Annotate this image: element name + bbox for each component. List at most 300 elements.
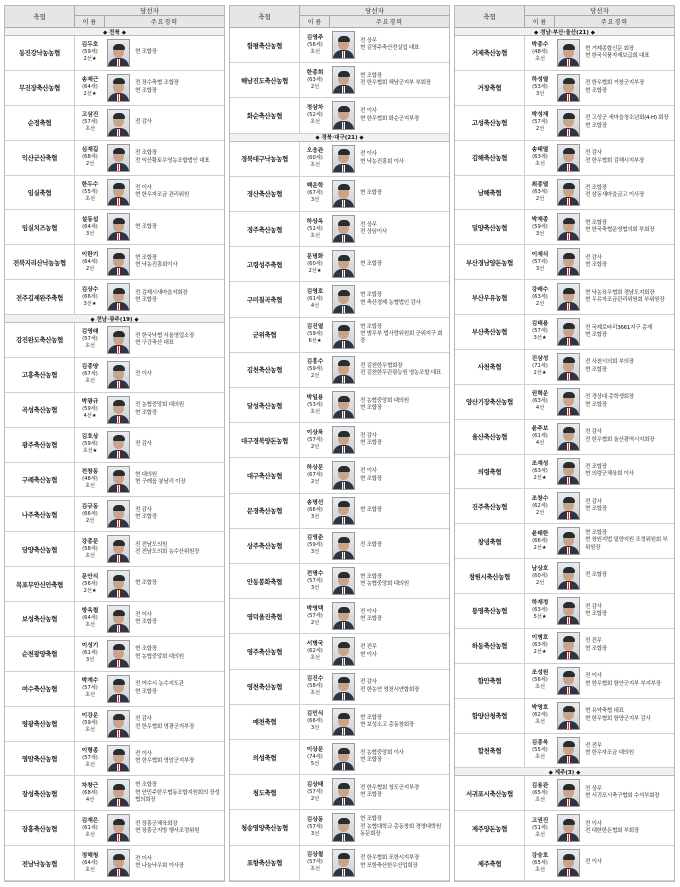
winner-info (525, 629, 555, 663)
table-row (455, 489, 674, 524)
career-line: 현 우유자조금관리위원회 부위원장 (585, 297, 665, 304)
career-line: 전 한국낙협 서울영업소장 (135, 332, 195, 339)
career-list (357, 740, 449, 774)
career-line: 현 조합장 (135, 782, 157, 789)
portrait-tie (567, 652, 570, 659)
winner-name: 김영래 (81, 329, 99, 336)
portrait-photo (332, 391, 355, 419)
winner-age: (60세) (532, 572, 548, 579)
cooperative-name: 고성축산농협 (455, 106, 525, 140)
winner-age: (58세) (307, 683, 323, 690)
table-row (455, 176, 674, 211)
cooperative-name: 부산경남양돈농협 (455, 245, 525, 279)
cooperative-name: 여수축산농협 (5, 672, 75, 706)
portrait-tie (567, 164, 570, 171)
winner-name: 박일용 (306, 394, 324, 401)
career-line: 현 조합장 (360, 260, 382, 267)
winner-name: 김영준 (306, 535, 324, 542)
career-line: 전 국제로타리3661지구 총재 (585, 324, 653, 331)
career-line: 전 감사 (585, 498, 602, 505)
winner-name: 김규동 (81, 503, 99, 510)
winner-info (525, 176, 555, 210)
winner-info (300, 212, 330, 246)
portrait-hair (338, 220, 350, 226)
career-line: 전 이사 (360, 108, 377, 115)
winner-name: 이재식 (531, 251, 549, 258)
winner-name: 박영호 (531, 705, 549, 712)
cooperative-name: 양산기장축산농협 (455, 385, 525, 419)
portrait-hair (563, 636, 575, 642)
winner-age: (63세) (307, 76, 323, 83)
winner-term: 3선 (85, 230, 95, 237)
table-row (5, 141, 224, 176)
portrait-photo (557, 527, 580, 555)
career-line: 전 여수시 농수지도관 (135, 681, 184, 688)
header-sub (300, 16, 449, 27)
portrait-photo (557, 179, 580, 207)
header-org: 축협 (5, 6, 75, 27)
portrait-tie (342, 834, 345, 841)
table-body (5, 28, 224, 881)
table-row (455, 629, 674, 664)
career-line: 전 전남도의회 농수산위원장 (135, 549, 200, 556)
portrait-tie (117, 869, 120, 876)
winner-name: 김진수 (306, 676, 324, 683)
cooperative-name: 창녕축협 (455, 524, 525, 558)
career-list (357, 247, 449, 281)
winner-term: 초선 (309, 232, 321, 239)
header-sub (525, 16, 674, 27)
cooperative-name: 곡성축산농협 (5, 393, 75, 427)
career-line: 전 이사 (360, 151, 377, 158)
winner-term: 초선 (309, 866, 321, 873)
career-line: 전 감사 (135, 506, 152, 513)
portrait-photo (107, 779, 130, 807)
career-line: 현 구례읍 봉남리 이장 (135, 479, 186, 486)
portrait-photo (332, 849, 355, 877)
career-line: 전 이사 (135, 371, 152, 378)
header-career: 주요경력 (375, 19, 404, 26)
winner-term: 초선 (309, 655, 321, 662)
portrait-tie (567, 834, 570, 841)
portrait-hair (113, 714, 125, 720)
portrait-photo (107, 74, 130, 102)
portrait-photo (557, 423, 580, 451)
winner-term: 초선 (534, 684, 546, 691)
winner-info (300, 318, 330, 352)
portrait-photo (332, 637, 355, 665)
winner-info (300, 388, 330, 422)
portrait-hair (113, 784, 125, 790)
winner-name: 김민식 (306, 711, 324, 718)
career-list (357, 494, 449, 528)
portrait-hair (338, 642, 350, 648)
career-line: 현 조합장 (360, 816, 382, 823)
winner-age: (56세) (82, 580, 98, 587)
table-row (5, 280, 224, 315)
winner-info (525, 846, 555, 880)
winner-term: 3선 (535, 265, 545, 272)
career-line: 전 감사 (135, 716, 152, 723)
career-list (582, 846, 674, 880)
cooperative-name: 청도축협 (230, 775, 300, 809)
winner-term: 3선★ (533, 335, 547, 342)
career-line: 현 조합장 (360, 757, 382, 764)
winner-name: 하재정 (531, 600, 549, 607)
career-list (357, 458, 449, 492)
cooperative-name: 고령성주축협 (230, 247, 300, 281)
portrait-hair (113, 819, 125, 825)
winner-name: 문명화 (306, 253, 324, 260)
cooperative-name: 부산축산농협 (455, 315, 525, 349)
portrait-hair (113, 288, 125, 294)
career-list (132, 497, 224, 531)
winner-name: 차창근 (81, 782, 99, 789)
career-line: 현 조합장 (360, 507, 382, 514)
table-row (455, 106, 674, 141)
table-row (230, 212, 449, 247)
portrait-photo (557, 632, 580, 660)
winner-age: (68세) (82, 154, 98, 161)
table-row (230, 142, 449, 177)
career-line: 현 대의원 (135, 472, 157, 479)
winner-age: (57세) (307, 788, 323, 795)
portrait-tie (342, 270, 345, 277)
career-line: 현 한우협회 영암군지부장 (135, 758, 195, 765)
table-row (455, 350, 674, 385)
portrait-tie (117, 834, 120, 841)
portrait-hair (338, 290, 350, 296)
winner-term: 3선★ (83, 300, 97, 307)
winner-age: (63세) (532, 607, 548, 614)
cooperative-name: 목포무안신안축협 (5, 567, 75, 601)
career-line: 현 서귀포시축구협회 수석부회장 (585, 793, 660, 800)
portrait-photo (332, 497, 355, 525)
winner-term: 2선 (85, 517, 95, 524)
winner-name: 하상옥 (306, 218, 324, 225)
winner-age: (59세) (82, 441, 98, 448)
cooperative-name: 부산우유농협 (455, 280, 525, 314)
winner-term: 초선 (534, 719, 546, 726)
winner-name: 오응관 (306, 148, 324, 155)
portrait-hair (113, 679, 125, 685)
portrait-tie (567, 59, 570, 66)
career-list (582, 811, 674, 845)
cooperative-name: 구례축산농협 (5, 463, 75, 497)
winner-name: 김용관 (531, 782, 549, 789)
winner-name: 진삼성 (531, 356, 549, 363)
winner-age: (58세) (82, 545, 98, 552)
career-line: 현 조합장 (135, 409, 157, 416)
career-list (582, 141, 674, 175)
portrait-tie (117, 799, 120, 806)
career-list (582, 315, 674, 349)
portrait-photo (557, 814, 580, 842)
results-column (454, 5, 675, 882)
winner-info (300, 353, 330, 387)
winner-term: 초선 (84, 195, 96, 202)
winner-age: (67세) (307, 190, 323, 197)
cooperative-name: 화순축산농협 (230, 98, 300, 132)
winner-age: (51세) (532, 824, 548, 831)
header-name: 이 름 (300, 16, 330, 27)
table-row (230, 458, 449, 493)
career-line: 현 조합장 (585, 87, 607, 94)
cooperative-name: 제주축협 (455, 846, 525, 880)
portrait-photo (107, 213, 130, 241)
career-list (132, 358, 224, 392)
cooperative-name: 함양산청축협 (455, 699, 525, 733)
portrait-hair (338, 853, 350, 859)
career-line: 전 조합장 (585, 464, 607, 471)
portrait-tie (117, 346, 120, 353)
career-line: 현 이사 (360, 651, 377, 658)
portrait-hair (338, 748, 350, 754)
career-line: 전 감사 (360, 432, 377, 439)
winner-age: (59세) (82, 406, 98, 413)
winner-term: 2선 (535, 579, 545, 586)
career-line: 전 전무 (585, 743, 602, 750)
portrait-photo (557, 458, 580, 486)
portrait-hair (113, 540, 125, 546)
portrait-tie (117, 590, 120, 597)
winner-info (525, 141, 555, 175)
portrait-tie (117, 520, 120, 527)
table-row (5, 776, 224, 811)
winner-info (75, 393, 105, 427)
career-list (132, 141, 224, 175)
portrait-tie (342, 622, 345, 629)
portrait-photo (557, 562, 580, 590)
portrait-tie (567, 338, 570, 345)
region-header: ◆ 경북·대구(21) ◆ (230, 134, 449, 142)
winner-term: 2선 (310, 479, 320, 486)
winner-age: (64세) (82, 615, 98, 622)
career-line: 현 조합장 (360, 792, 382, 799)
cooperative-name: 거제축산농협 (455, 36, 525, 70)
winner-age: (55세) (532, 746, 548, 753)
portrait-tie (567, 722, 570, 729)
portrait-photo (557, 779, 580, 807)
cooperative-name: 경북대구낙농농협 (230, 142, 300, 176)
career-list (132, 428, 224, 462)
portrait-tie (342, 306, 345, 313)
portrait-hair (563, 253, 575, 259)
table-row (230, 599, 449, 634)
winner-info (300, 177, 330, 211)
header-org: 축협 (230, 6, 300, 27)
career-list (132, 532, 224, 566)
career-line: 전 고성군 새마을청소년회(4-H) 회장 (585, 115, 669, 122)
portrait-hair (563, 462, 575, 468)
portrait-photo (332, 778, 355, 806)
table-row (455, 594, 674, 629)
winner-term: 2선★ (83, 91, 97, 98)
career-list (582, 629, 674, 663)
career-line: 전 사천시의회 부의장 (585, 359, 634, 366)
career-line: 현 조합장 (585, 645, 607, 652)
winner-term: 초선 (309, 48, 321, 55)
portrait-photo (107, 283, 130, 311)
cooperative-name: 문경축산농협 (230, 494, 300, 528)
portrait-photo (557, 283, 580, 311)
winner-age: (56세) (307, 41, 323, 48)
career-list (582, 776, 674, 810)
winner-age: (71세) (532, 363, 548, 370)
winner-term: 3선 (310, 514, 320, 521)
winner-term: 초선 (309, 690, 321, 697)
portrait-hair (113, 644, 125, 650)
career-line: 현 조합장 (135, 688, 157, 695)
header-winner: 당선자 (300, 6, 449, 16)
winner-info (300, 670, 330, 704)
career-list (582, 106, 674, 140)
career-line: 현 조합장 (585, 219, 607, 226)
winner-age: (62세) (532, 712, 548, 719)
career-list (582, 489, 674, 523)
portrait-hair (338, 537, 350, 543)
table-row (5, 106, 224, 141)
career-line: 현 조합장 (360, 475, 382, 482)
career-line: 전 농협중앙회 대의원 (360, 397, 409, 404)
winner-term: 초선 (84, 482, 96, 489)
cooperative-name: 울산축산농협 (455, 420, 525, 454)
winner-term: 2선★ (533, 474, 547, 481)
portrait-tie (117, 129, 120, 136)
portrait-hair (563, 741, 575, 747)
career-line: 전 조합장 (360, 542, 382, 549)
winner-age: (64세) (82, 223, 98, 230)
winner-term: 2선 (85, 161, 95, 168)
portrait-hair (563, 427, 575, 433)
winner-term: 4선 (535, 440, 545, 447)
career-line: 전 장흥군체육회장 (135, 820, 178, 827)
career-line: 현 한우자조금 관리위원 (135, 192, 189, 199)
winner-term: 초선 (309, 162, 321, 169)
portrait-hair (563, 78, 575, 84)
winner-term: 초선★ (82, 448, 98, 455)
portrait-photo (107, 248, 130, 276)
winner-info (75, 497, 105, 531)
portrait-tie (567, 687, 570, 694)
career-line: 현 의령군체육회 이사 (585, 471, 634, 478)
cooperative-name: 상주축산농협 (230, 529, 300, 563)
career-line: 전 한우협회 울산광역시지회장 (585, 436, 655, 443)
portrait-tie (567, 756, 570, 763)
career-line: 전 농협중앙회 대의원 (135, 402, 184, 409)
career-list (357, 775, 449, 809)
portrait-photo (557, 213, 580, 241)
cooperative-name: 함안축협 (455, 664, 525, 698)
portrait-photo (332, 532, 355, 560)
portrait-tie (342, 517, 345, 524)
winner-name: 최종열 (531, 181, 549, 188)
winner-age: (65세) (532, 789, 548, 796)
winner-info (75, 428, 105, 462)
winner-info (300, 775, 330, 809)
portrait-tie (117, 164, 120, 171)
portrait-hair (338, 255, 350, 261)
winner-name: 김영호 (306, 289, 324, 296)
portrait-hair (563, 148, 575, 154)
career-line: 현 조합장 (135, 618, 157, 625)
career-line: 전 상무 (585, 785, 602, 792)
portrait-tie (117, 625, 120, 632)
table-row (5, 672, 224, 707)
portrait-tie (342, 446, 345, 453)
winner-age: (59세) (307, 542, 323, 549)
cooperative-name: 순정축협 (5, 106, 75, 140)
career-list (357, 846, 449, 880)
portrait-hair (563, 706, 575, 712)
career-list (582, 699, 674, 733)
cooperative-name: 김천축산농협 (230, 353, 300, 387)
winner-info (75, 36, 105, 70)
career-list (357, 529, 449, 563)
career-line: 전 이사 (135, 855, 152, 862)
career-list (582, 176, 674, 210)
portrait-hair (563, 784, 575, 790)
winner-age: (63세) (532, 154, 548, 161)
career-list (582, 420, 674, 454)
winner-term: 2선 (535, 195, 545, 202)
table-row (5, 176, 224, 211)
header-career: 주요경력 (600, 19, 629, 26)
career-list (357, 28, 449, 62)
portrait-tie (567, 408, 570, 415)
portrait-photo (557, 248, 580, 276)
career-line: 현 한우협회 함양군지부 감사 (585, 715, 651, 722)
winner-info (525, 106, 555, 140)
table-row (230, 353, 449, 388)
winner-term: 2선 (310, 795, 320, 802)
career-line: 현 조합장 (135, 254, 157, 261)
cooperative-name: 고흥축산농협 (5, 358, 75, 392)
winner-name: 방옥철 (81, 608, 99, 615)
winner-term: 4선 (85, 796, 95, 803)
portrait-hair (113, 331, 125, 337)
winner-term: 초선 (84, 552, 96, 559)
career-line: 현 한우협회 함안군지부 부지부장 (585, 680, 661, 687)
winner-name: 김재은 (81, 817, 99, 824)
career-list (582, 36, 674, 70)
portrait-hair (338, 36, 350, 42)
winner-name: 백운학 (306, 183, 324, 190)
career-line: 전 한우협회 청도군지부장 (360, 784, 420, 791)
portrait-photo (332, 461, 355, 489)
cooperative-name: 대구축산농협 (230, 458, 300, 492)
portrait-photo (332, 145, 355, 173)
winner-age: (53세) (307, 401, 323, 408)
portrait-photo (107, 144, 130, 172)
cooperative-name: 안동봉화축협 (230, 564, 300, 598)
portrait-photo (332, 285, 355, 313)
portrait-hair (338, 501, 350, 507)
career-list (132, 602, 224, 636)
table-row (230, 388, 449, 423)
winner-info (525, 280, 555, 314)
table-body (230, 28, 449, 881)
winner-name: 윤주보 (531, 426, 549, 433)
portrait-photo (332, 31, 355, 59)
portrait-photo (557, 388, 580, 416)
cooperative-name: 영암축산농협 (5, 742, 75, 776)
career-line: 전 한우협회 영광군지부장 (135, 723, 195, 730)
winner-term: 2선★ (308, 267, 322, 274)
winner-info (300, 529, 330, 563)
career-line: 현 조합장 (585, 122, 607, 129)
career-list (132, 393, 224, 427)
